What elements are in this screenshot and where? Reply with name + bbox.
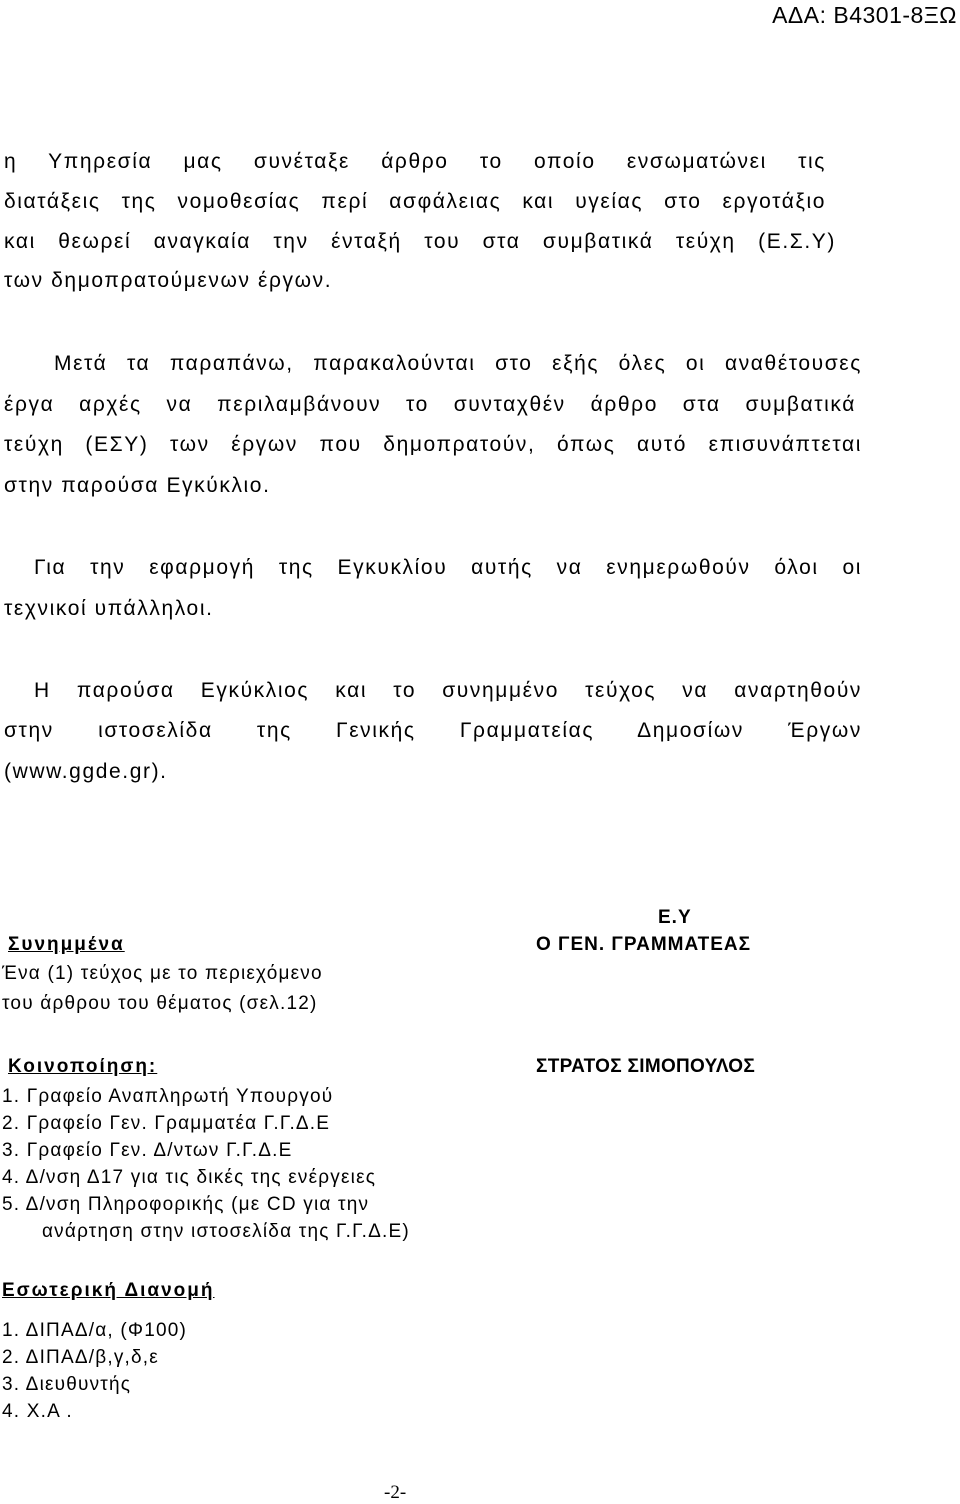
paragraph1-line1: η Υπηρεσία μας συνέταξε άρθρο το οποίο ενσωματώνει τις xyxy=(4,150,826,173)
ada-code: ΑΔΑ: Β4301-8ΞΩ xyxy=(772,2,957,28)
paragraph4-line3: (www.ggde.gr). xyxy=(4,760,168,783)
paragraph4-line2: στην ιστοσελίδα της Γενικής Γραμματείας Δημοσίων Έργων xyxy=(4,719,862,742)
attachments-heading: Συνημμένα xyxy=(8,934,125,955)
paragraph2-line4: στην παρούσα Εγκύκλιο. xyxy=(4,474,271,497)
notification-item-3: 3. Γραφείο Γεν. Δ/ντων Γ.Γ.Δ.Ε xyxy=(2,1140,293,1161)
paragraph2-line1: Μετά τα παραπάνω, παρακαλούνται στο εξής όλες οι αναθέτουσες xyxy=(54,352,862,375)
attachments-line1: Ένα (1) τεύχος με το περιεχόμενο xyxy=(2,963,323,984)
notification-item-5: 5. Δ/νση Πληροφορικής (με CD για την xyxy=(2,1194,370,1215)
paragraph1-line2: διατάξεις της νομοθεσίας περί ασφάλειας και υγείας στο εργοτάξιο xyxy=(4,190,826,213)
attachments-line2: του άρθρου του θέματος (σελ.12) xyxy=(2,993,318,1014)
notification-item-4: 4. Δ/νση Δ17 για τις δικές της ενέργειες xyxy=(2,1167,377,1188)
paragraph3-line1: Για την εφαρμογή της Εγκυκλίου αυτής να ενημερωθούν όλοι οι xyxy=(34,556,862,579)
signature-name: ΣΤΡΑΤΟΣ ΣΙΜΟΠΟΥΛΟΣ xyxy=(536,1056,756,1077)
paragraph2-line2: έργα αρχές να περιλαμβάνουν το συνταχθέν άρθρο στα συμβατικά xyxy=(4,393,856,416)
notification-item-1: 1. Γραφείο Αναπληρωτή Υπουργού xyxy=(2,1086,334,1107)
notification-heading: Κοινοποίηση: xyxy=(8,1056,158,1077)
internal-item-2: 2. ΔΙΠΑΔ/β,γ,δ,ε xyxy=(2,1347,159,1368)
paragraph1-line3: και θεωρεί αναγκαία την ένταξή του στα συμβατικά τεύχη (Ε.Σ.Υ) xyxy=(4,230,836,253)
paragraph3-line2: τεχνικοί υπάλληλοι. xyxy=(4,597,214,620)
paragraph2-line3: τεύχη (ΕΣΥ) των έργων που δημοπρατούν, όπως αυτό επισυνάπτεται xyxy=(4,433,862,456)
notification-item-2: 2. Γραφείο Γεν. Γραμματέα Γ.Γ.Δ.Ε xyxy=(2,1113,331,1134)
internal-item-3: 3. Διευθυντής xyxy=(2,1374,132,1395)
internal-item-1: 1. ΔΙΠΑΔ/α, (Φ100) xyxy=(2,1320,188,1341)
internal-heading: Εσωτερική Διανομή xyxy=(2,1280,215,1301)
internal-item-4: 4. Χ.Α . xyxy=(2,1401,73,1422)
signature-title: Ο ΓΕΝ. ΓΡΑΜΜΑΤΕΑΣ xyxy=(536,934,752,955)
page-number: -2- xyxy=(384,1482,407,1503)
paragraph4-line1: Η παρούσα Εγκύκλιος και το συνημμένο τεύχος να αναρτηθούν xyxy=(34,679,862,702)
signature-org: Ε.Υ xyxy=(658,907,692,928)
notification-item-5-cont: ανάρτηση στην ιστοσελίδα της Γ.Γ.Δ.Ε) xyxy=(42,1221,410,1242)
paragraph1-line4: των δημοπρατούμενων έργων. xyxy=(4,269,333,292)
